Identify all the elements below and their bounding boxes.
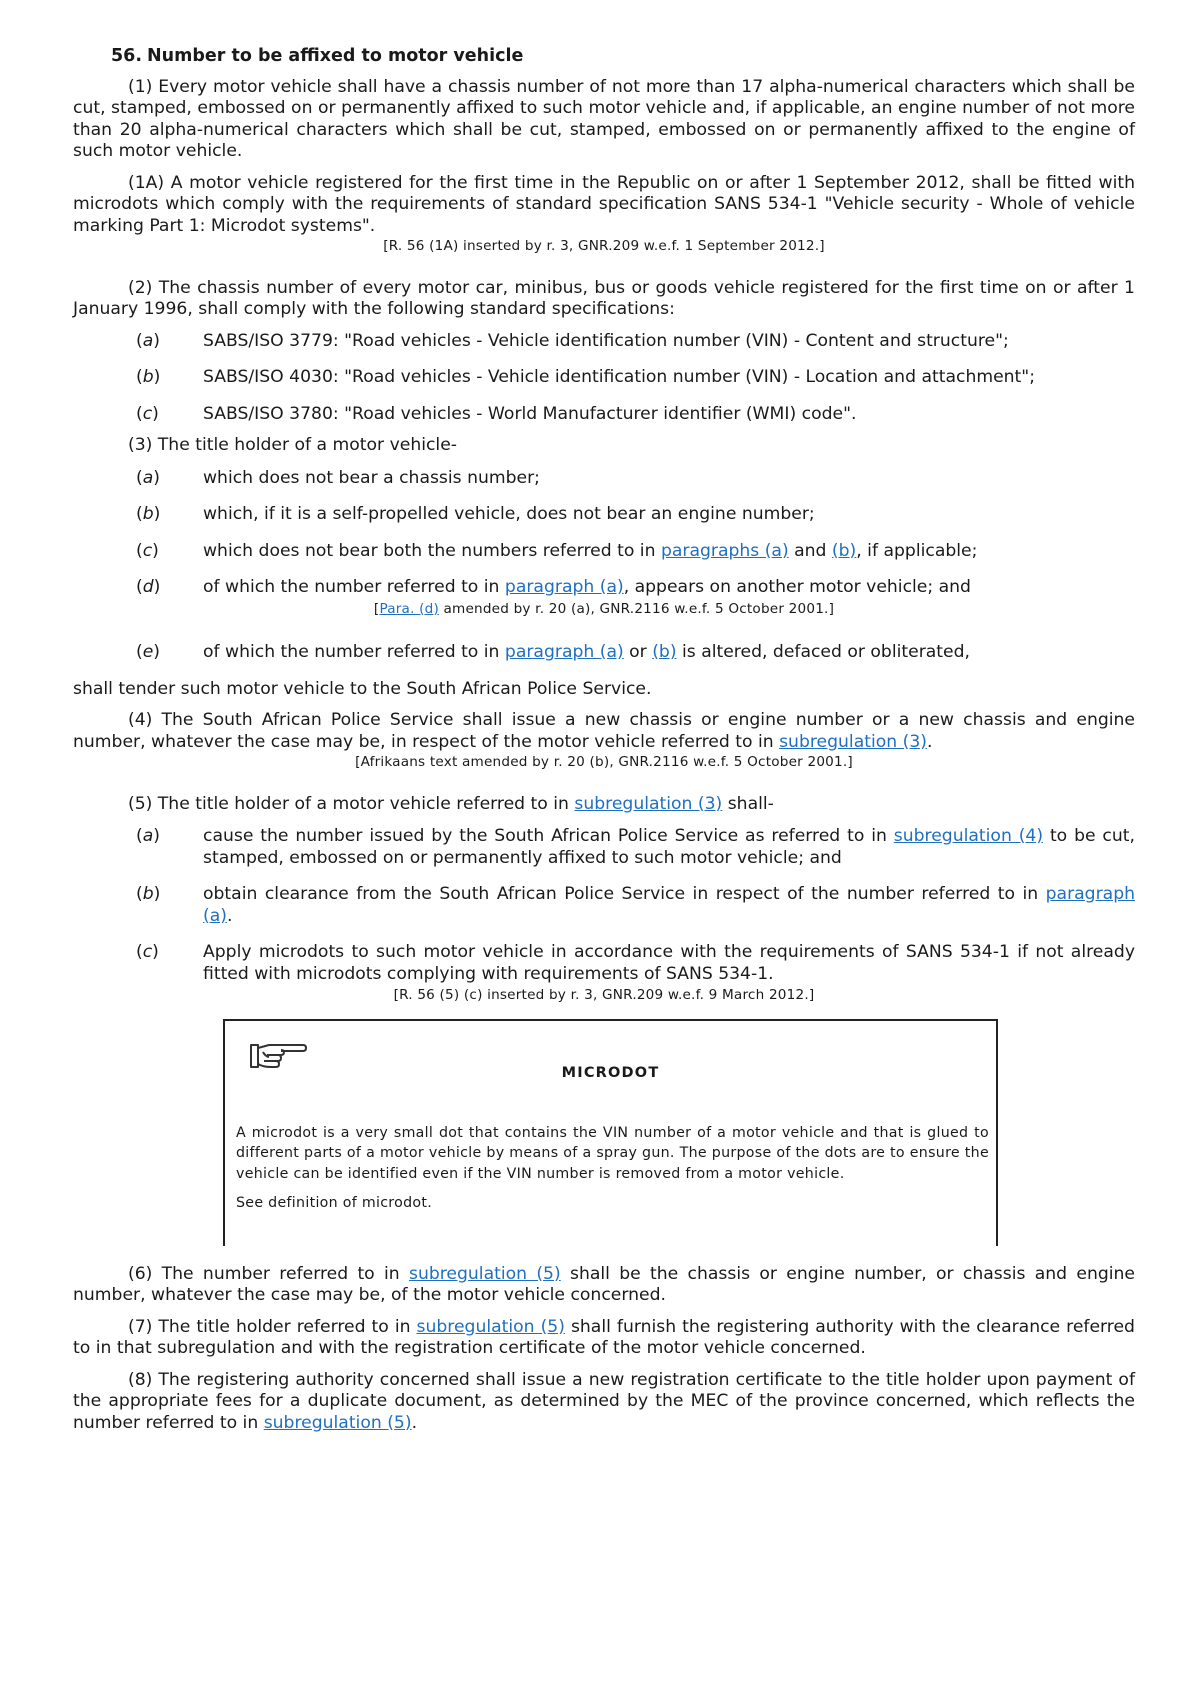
subregulation-2-item-b: (b) SABS/ISO 4030: "Road vehicles - Vehicle identification number (VIN) - Location and attachment"; — [136, 367, 1035, 387]
subregulation-7: (7) The title holder referred to in subregulation (5) shall furnish the registering authority with the clearance referred to in that subregulation and with the registration certificate of the motor vehicle concerned. — [73, 1316, 1135, 1358]
subregulation-3: (3) The title holder of a motor vehicle- — [128, 435, 457, 455]
link-paragraphs-a[interactable]: paragraphs (a) — [660, 540, 789, 561]
subregulation-3-tail: shall tender such motor vehicle to the South African Police Service. — [73, 678, 652, 699]
subregulation-3-item-c: (c) which does not bear both the numbers referred to in paragraphs (a) and (b), if applicable; — [136, 540, 978, 561]
section-title: Number to be affixed to motor vehicle — [147, 46, 524, 66]
box-body — [236, 1123, 989, 1223]
subregulation-4: (4) The South African Police Service shall issue a new chassis or engine number or a new chassis and engine number, whatever the case may be, in respect of the motor vehicle referred to in subregulation (3). — [73, 710, 1135, 752]
subregulation-5-item-b: (b) obtain clearance from the South African Police Service in respect of the number referred to in paragraph (a). — [136, 884, 1135, 926]
link-subregulation-3[interactable]: subregulation (3) — [574, 793, 723, 814]
subregulation-5-item-c: (c) Apply microdots to such motor vehicle in accordance with the requirements of SANS 534-1 if not already fitted with microdots complying with requirements of SANS 534-1. — [136, 942, 1135, 984]
box-title: MICRODOT — [561, 1064, 660, 1081]
subregulation-1: (1) Every motor vehicle shall have a chassis number of not more than 17 alpha-numerical characters which shall be cut, stamped, embossed on or permanently affixed to such motor vehicle and, if applicable, an engine number of not more than 20 alpha-numerical characters which shall be cut, stamped, embossed on or permanently affixed to the engine of such motor vehicle. — [73, 76, 1135, 161]
subregulation-2-item-c: (c) SABS/ISO 3780: "Road vehicles - World Manufacturer identifier (WMI) code". — [136, 403, 857, 424]
subregulation-6: (6) The number referred to in subregulation (5) shall be the chassis or engine number, or chassis and engine number, whatever the case may be, of the motor vehicle concerned. — [73, 1263, 1135, 1305]
amendment-note-1a: [R. 56 (1A) inserted by r. 3, GNR.209 w.e.f. 1 September 2012.] — [383, 238, 825, 254]
amendment-note-3d: [Para. (d) amended by r. 20 (a), GNR.2116 w.e.f. 5 October 2001.] — [373, 600, 835, 617]
box-body-text: A microdot is a very small dot that contains the VIN number of a motor vehicle and that is glued to different parts of a motor vehicle by means of a spray gun. The purpose of the dots are to ensure the vehicle can be identified even if the VIN number is removed from a motor vehicle. — [236, 1124, 989, 1182]
link-subregulation-5[interactable]: subregulation (5) — [408, 1263, 561, 1284]
subregulation-5: (5) The title holder of a motor vehicle referred to in subregulation (3) shall- — [128, 793, 774, 814]
subregulation-3-item-d: (d) of which the number referred to in paragraph (a), appears on another motor vehicle; and — [136, 577, 971, 597]
link-subregulation-5[interactable]: subregulation (5) — [416, 1316, 565, 1337]
link-paragraph-b[interactable]: (b) — [831, 540, 857, 561]
microdot-info-box — [223, 1019, 998, 1246]
subregulation-2-item-a: (a) SABS/ISO 3779: "Road vehicles - Vehicle identification number (VIN) - Content and structure"; — [136, 330, 1009, 351]
subregulation-5-item-a: (a) cause the number issued by the South African Police Service as referred to in subregulation (4) to be cut, stamped, embossed on or permanently affixed to such motor vehicle; and — [136, 826, 1135, 868]
regulation-document — [73, 46, 1135, 1444]
link-paragraph-a[interactable]: paragraph (a) — [203, 884, 1135, 926]
link-paragraph-b[interactable]: (b) — [652, 642, 677, 662]
link-paragraph-a[interactable]: paragraph (a) — [504, 642, 624, 662]
link-paragraph-a[interactable]: paragraph (a) — [504, 577, 624, 597]
link-subregulation-4[interactable]: subregulation (4) — [893, 826, 1044, 846]
link-subregulation-5[interactable]: subregulation (5) — [263, 1412, 412, 1433]
amendment-note-5c: [R. 56 (5) (c) inserted by r. 3, GNR.209 w.e.f. 9 March 2012.] — [393, 987, 815, 1003]
amendment-note-4: [Afrikaans text amended by r. 20 (b), GNR.2116 w.e.f. 5 October 2001.] — [355, 754, 853, 770]
subregulation-2: (2) The chassis number of every motor car, minibus, bus or goods vehicle registered for the first time on or after 1 January 1996, shall comply with the following standard specifications: — [73, 277, 1135, 319]
subregulation-1a: (1A) A motor vehicle registered for the first time in the Republic on or after 1 September 2012, shall be fitted with microdots which comply with the requirements of standard specification SANS 534-1 "Vehicle security - Whole of vehicle marking Part 1: Microdot systems". — [73, 172, 1135, 236]
section-number: 56. — [111, 46, 143, 66]
subregulation-3-item-b: (b) which, if it is a self-propelled vehicle, does not bear an engine number; — [136, 504, 815, 524]
link-subregulation-3[interactable]: subregulation (3) — [779, 731, 927, 752]
subregulation-3-item-a: (a) which does not bear a chassis number; — [136, 467, 540, 488]
box-see-definition: See definition of microdot. — [236, 1195, 433, 1211]
section-heading — [111, 46, 1135, 68]
subregulation-3-item-e: (e) of which the number referred to in paragraph (a) or (b) is altered, defaced or obliterated, — [136, 642, 970, 662]
link-para-d[interactable]: Para. (d) — [379, 600, 439, 617]
subregulation-8: (8) The registering authority concerned shall issue a new registration certificate to the title holder upon payment of the appropriate fees for a duplicate document, as determined by the MEC of the province concerned, which reflects the number referred to in subregulation (5). — [73, 1369, 1135, 1433]
